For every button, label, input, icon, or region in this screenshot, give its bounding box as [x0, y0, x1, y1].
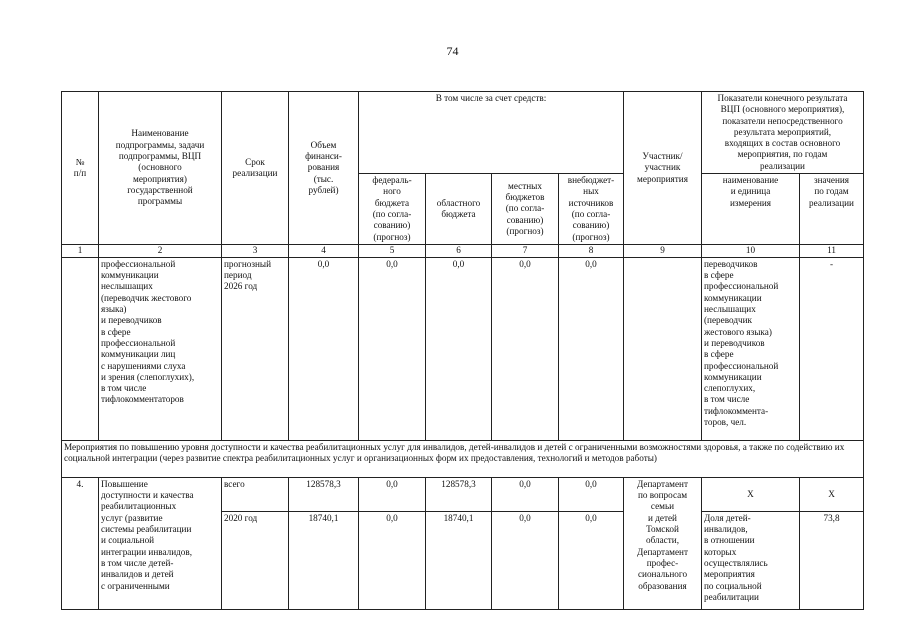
col-number: 3 — [222, 244, 289, 257]
header-federal: федераль- ного бюджета (по согла- сованию) (прогноз) — [359, 174, 426, 245]
page-number: 74 — [446, 44, 459, 58]
cell-period: прогнозный период 2026 год — [222, 257, 289, 440]
col-number: 1 — [62, 244, 99, 257]
cell-num: 4. — [62, 477, 99, 609]
section-heading: Мероприятия по повышению уровня доступности и качества реабилитационных услуг для инвалидов, детей-инвалидов и детей с ограниченными возможностями здоровья, а также по содействию их социальной интеграции (через развитие спектра реабилитационных услуг и организационных форм их предоставления, технологий и методов работы) — [62, 440, 864, 477]
column-number-row — [62, 244, 864, 257]
cell-local: 0,0 — [492, 257, 559, 440]
cell-regional: 18740,1 — [426, 511, 492, 609]
cell-volume: 128578,3 — [289, 477, 359, 511]
col-number: 11 — [800, 244, 864, 257]
header-indicators: Показатели конечного результата ВЦП (основного мероприятия), показатели непосредственного результата мероприятий, входящих в состав основного мероприятия, по годам реализации — [702, 92, 864, 174]
cell-local: 0,0 — [492, 511, 559, 609]
header-volume: Объем финанси- рования (тыс. рублей) — [289, 92, 359, 245]
col-number: 2 — [99, 244, 222, 257]
cell-name: профессиональной коммуникации неслышащих (переводчик жестового языка) и переводчиков в сфере профессиональной коммуникации лиц с нарушениями слуха и зрения (слепоглухих), в том числе тифлокомментаторов — [99, 257, 222, 440]
cell-num — [62, 257, 99, 440]
col-number: 9 — [624, 244, 702, 257]
cell-period: 2020 год — [222, 511, 289, 609]
cell-regional: 0,0 — [426, 257, 492, 440]
section-row — [62, 440, 864, 477]
header-num: № п/п — [62, 92, 99, 245]
header-period: Срок реализации — [222, 92, 289, 245]
header-local: местных бюджетов (по согла- сованию) (прогноз) — [492, 174, 559, 245]
header-name: Наименование подпрограммы, задачи подпрограммы, ВЦП (основного мероприятия) государственной программы — [99, 92, 222, 245]
header-ind-name: наименование и единица измерения — [702, 174, 800, 245]
cell-volume: 0,0 — [289, 257, 359, 440]
header-row-1 — [62, 92, 864, 174]
header-regional: областного бюджета — [426, 174, 492, 245]
cell-federal: 0,0 — [359, 477, 426, 511]
col-number: 4 — [289, 244, 359, 257]
header-ind-values: значения по годам реализации — [800, 174, 864, 245]
cell-ind-name: Доля детей- инвалидов, в отношении которых осуществлялись мероприятия по социальной реабилитации — [702, 511, 800, 609]
cell-federal: 0,0 — [359, 257, 426, 440]
cell-name: Повышение доступности и качества реабилитационных услуг (развитие системы реабилитации и социальной интеграции инвалидов, в том числе детей- инвалидов и детей с ограниченными — [99, 477, 222, 609]
cell-ind-value: - — [800, 257, 864, 440]
col-number: 7 — [492, 244, 559, 257]
cell-ind-value: 73,8 — [800, 511, 864, 609]
cell-volume: 18740,1 — [289, 511, 359, 609]
cell-period: всего — [222, 477, 289, 511]
header-participant: Участник/ участник мероприятия — [624, 92, 702, 245]
cell-extra: 0,0 — [559, 257, 624, 440]
col-number: 5 — [359, 244, 426, 257]
cell-ind-name: переводчиков в сфере профессиональной коммуникации неслышащих (переводчик жестового языка) и переводчиков в сфере профессиональной коммуникации слепоглухих, в том числе тифлокоммента- торов, чел. — [702, 257, 800, 440]
col-number: 6 — [426, 244, 492, 257]
program-table — [61, 91, 864, 610]
cell-extra: 0,0 — [559, 477, 624, 511]
cell-ind-name: X — [702, 477, 800, 511]
cell-participant — [624, 257, 702, 440]
cell-local: 0,0 — [492, 477, 559, 511]
header-including: В том числе за счет средств: — [359, 92, 624, 174]
table-row-continued — [62, 257, 864, 440]
cell-federal: 0,0 — [359, 511, 426, 609]
cell-ind-value: X — [800, 477, 864, 511]
cell-participant: Департамент по вопросам семьи и детей Томской области, Департамент профес- сионального образования — [624, 477, 702, 609]
col-number: 8 — [559, 244, 624, 257]
header-extra: внебюджет- ных источников (по согла- сованию) (прогноз) — [559, 174, 624, 245]
col-number: 10 — [702, 244, 800, 257]
table-row-4-total — [62, 477, 864, 511]
cell-extra: 0,0 — [559, 511, 624, 609]
cell-regional: 128578,3 — [426, 477, 492, 511]
